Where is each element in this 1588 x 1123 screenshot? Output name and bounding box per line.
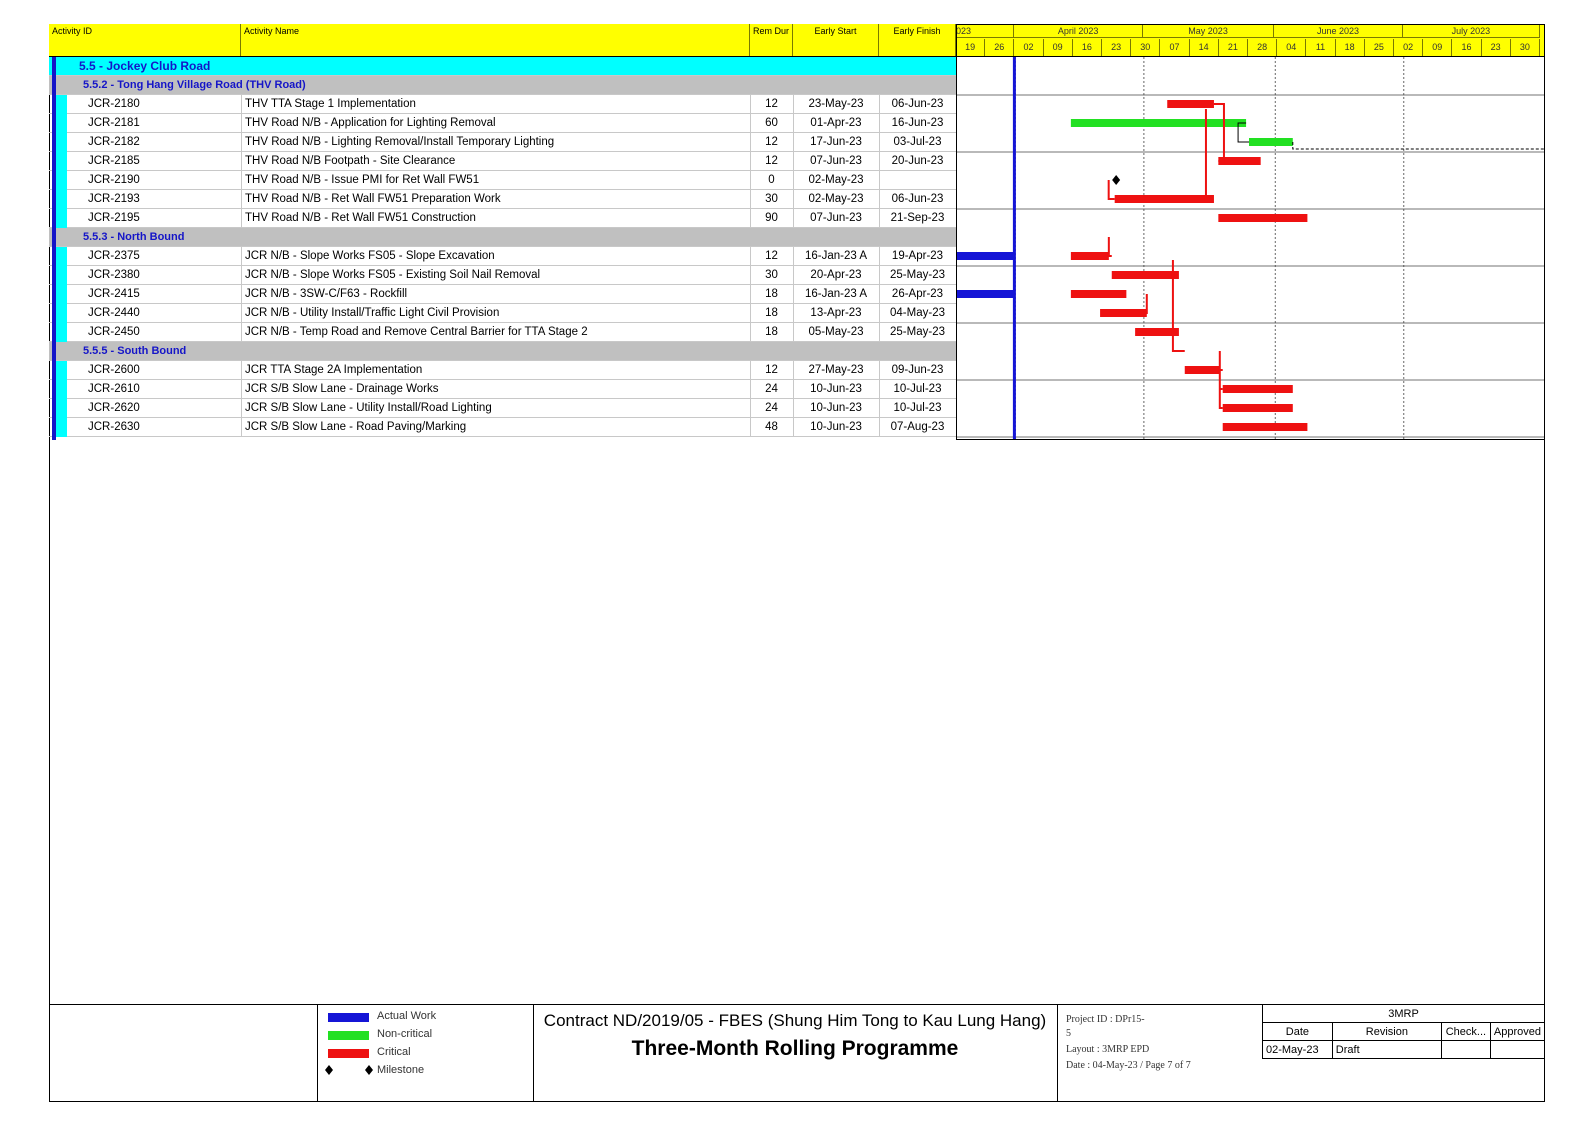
column-divider [879, 380, 880, 399]
project-id-cont: 5 [1066, 1028, 1071, 1039]
early-start: 16-Jan-23 A [804, 250, 867, 262]
rem-dur: 90 [765, 212, 778, 224]
table-row[interactable] [49, 304, 956, 323]
activity-id: JCR-2600 [88, 364, 140, 376]
indent-band [56, 95, 67, 114]
table-row[interactable] [49, 285, 956, 304]
critical-bar [1185, 366, 1220, 374]
actual-work-bar [957, 252, 1014, 260]
activity-name: THV Road N/B - Application for Lighting Removal [245, 117, 496, 129]
timeline-week: 14 [1190, 39, 1219, 56]
timeline-week: 11 [1306, 39, 1335, 56]
activity-name: JCR S/B Slow Lane - Road Paving/Marking [245, 421, 467, 433]
column-divider [241, 380, 242, 399]
wbs-row[interactable] [49, 342, 956, 361]
activity-name: THV Road N/B - Ret Wall FW51 Construction [245, 212, 476, 224]
column-divider [879, 171, 880, 190]
column-divider [793, 95, 794, 114]
activity-name: JCR S/B Slow Lane - Drainage Works [245, 383, 439, 395]
indent-band [56, 418, 67, 437]
activity-id: JCR-2181 [88, 117, 140, 129]
column-divider [793, 266, 794, 285]
column-divider [793, 209, 794, 228]
noncritical-bar [1249, 138, 1293, 146]
column-divider [793, 285, 794, 304]
indent-band [56, 380, 67, 399]
column-divider [241, 209, 242, 228]
activity-id: JCR-2190 [88, 174, 140, 186]
wbs-row[interactable] [49, 228, 956, 247]
relationship-line [1220, 351, 1223, 408]
rem-dur: 30 [765, 269, 778, 281]
column-divider [241, 266, 242, 285]
column-divider [750, 152, 751, 171]
column-divider [879, 209, 880, 228]
rem-dur: 24 [765, 402, 778, 414]
column-divider [241, 247, 242, 266]
legend-critical-label: Critical [377, 1046, 411, 1058]
early-start: 07-Jun-23 [810, 155, 862, 167]
relationship-line [1214, 104, 1224, 161]
wbs-label: 5.5 - Jockey Club Road [79, 59, 211, 73]
column-divider [750, 133, 751, 152]
column-divider [879, 133, 880, 152]
early-start: 16-Jan-23 A [804, 288, 867, 300]
column-divider [241, 304, 242, 323]
column-divider [750, 323, 751, 342]
column-divider [750, 380, 751, 399]
column-divider [750, 209, 751, 228]
rem-dur: 12 [765, 98, 778, 110]
activity-name: JCR N/B - Slope Works FS05 - Existing Soil Nail Removal [245, 269, 541, 281]
activity-id: JCR-2450 [88, 326, 140, 338]
relationship-line [1109, 180, 1115, 199]
rev-check [1441, 1041, 1490, 1059]
rem-dur: 12 [765, 250, 778, 262]
legend-noncritical-label: Non-critical [377, 1028, 433, 1040]
activity-name: THV Road N/B - Ret Wall FW51 Preparation Work [245, 193, 501, 205]
activity-id: JCR-2180 [88, 98, 140, 110]
column-divider [879, 361, 880, 380]
timeline-month: May 2023 [1143, 24, 1274, 38]
activity-id: JCR-2630 [88, 421, 140, 433]
print-date: Date : 04-May-23 / Page 7 of 7 [1066, 1060, 1191, 1071]
column-divider [879, 95, 880, 114]
milestone-marker [1112, 175, 1120, 185]
column-divider [241, 361, 242, 380]
timeline-week: 07 [1160, 39, 1189, 56]
table-row[interactable] [49, 247, 956, 266]
timeline-week: 02 [1014, 39, 1043, 56]
activity-id: JCR-2440 [88, 307, 140, 319]
column-divider [879, 190, 880, 209]
rev-revision: Draft [1332, 1041, 1441, 1059]
indent-band [56, 152, 67, 171]
rem-dur: 60 [765, 117, 778, 129]
rev-header-date: Date [1263, 1023, 1333, 1041]
column-divider [241, 323, 242, 342]
activity-id: JCR-2375 [88, 250, 140, 262]
column-divider [793, 304, 794, 323]
wbs-label: 5.5.3 - North Bound [83, 231, 185, 243]
column-divider [750, 399, 751, 418]
layout-name: Layout : 3MRP EPD [1066, 1044, 1150, 1055]
column-divider [793, 114, 794, 133]
early-finish: 10-Jul-23 [893, 402, 942, 414]
gantt-canvas [957, 25, 1544, 439]
column-divider [879, 399, 880, 418]
table-row[interactable] [49, 266, 956, 285]
rev-header-approved: Approved [1490, 1023, 1544, 1041]
column-divider [241, 114, 242, 133]
activity-id: JCR-2415 [88, 288, 140, 300]
wbs-label: 5.5.2 - Tong Hang Village Road (THV Road) [83, 79, 306, 91]
column-divider [750, 266, 751, 285]
timeline-week: 09 [1423, 39, 1452, 56]
activity-name: THV TTA Stage 1 Implementation [245, 98, 416, 110]
activity-name: JCR N/B - Temp Road and Remove Central Barrier for TTA Stage 2 [245, 326, 588, 338]
rem-dur: 48 [765, 421, 778, 433]
table-row[interactable] [49, 133, 956, 152]
timeline-week: 23 [1482, 39, 1511, 56]
table-row[interactable] [49, 171, 956, 190]
early-finish: 07-Aug-23 [890, 421, 945, 433]
rem-dur: 18 [765, 307, 778, 319]
relationship-line [1293, 142, 1544, 149]
rem-dur: 24 [765, 383, 778, 395]
rem-dur: 0 [768, 174, 775, 186]
indent-band [56, 209, 67, 228]
table-row[interactable] [49, 418, 956, 437]
critical-bar [1223, 385, 1293, 393]
col-activity-name[interactable]: Activity Name [241, 24, 750, 56]
column-divider [750, 190, 751, 209]
col-early-start[interactable]: Early Start [793, 24, 879, 56]
early-start: 10-Jun-23 [810, 402, 862, 414]
column-divider [793, 361, 794, 380]
early-start: 13-Apr-23 [810, 307, 862, 319]
early-finish: 04-May-23 [890, 307, 945, 319]
legend-milestone-label: Milestone [377, 1064, 425, 1076]
column-divider [241, 285, 242, 304]
early-finish: 19-Apr-23 [891, 250, 944, 262]
timeline-week: 04 [1277, 39, 1306, 56]
column-divider [750, 285, 751, 304]
early-finish: 20-Jun-23 [891, 155, 944, 167]
activity-name: JCR N/B - Slope Works FS05 - Slope Excavation [245, 250, 495, 262]
column-divider [241, 152, 242, 171]
early-finish: 16-Jun-23 [891, 117, 944, 129]
wbs-row[interactable] [49, 57, 956, 76]
column-divider [793, 247, 794, 266]
indent-band [56, 399, 67, 418]
legend-actual-label: Actual Work [377, 1010, 437, 1022]
table-row[interactable] [49, 380, 956, 399]
early-start: 23-May-23 [808, 98, 864, 110]
early-start: 07-Jun-23 [810, 212, 862, 224]
column-divider [750, 247, 751, 266]
column-divider [241, 418, 242, 437]
timeline-month: June 2023 [1274, 24, 1402, 38]
gantt-chart [956, 24, 1545, 440]
column-divider [879, 266, 880, 285]
rem-dur: 30 [765, 193, 778, 205]
activity-name: JCR S/B Slow Lane - Utility Install/Road Lighting [245, 402, 492, 414]
legend-noncritical-swatch [328, 1031, 369, 1040]
activity-id: JCR-2610 [88, 383, 140, 395]
indent-band [56, 361, 67, 380]
activity-id: JCR-2620 [88, 402, 140, 414]
rev-header-revision: Revision [1332, 1023, 1441, 1041]
indent-band [56, 285, 67, 304]
early-finish: 10-Jul-23 [893, 383, 942, 395]
rev-date: 02-May-23 [1263, 1041, 1333, 1059]
column-divider [241, 171, 242, 190]
indent-band [56, 304, 67, 323]
critical-bar [1115, 195, 1214, 203]
timeline-week: 30 [1511, 39, 1540, 56]
indent-band [56, 266, 67, 285]
noncritical-bar [1071, 119, 1246, 127]
column-divider [793, 380, 794, 399]
table-row[interactable] [49, 114, 956, 133]
indent-band [56, 190, 67, 209]
rem-dur: 18 [765, 288, 778, 300]
timeline-month: April 2023 [1014, 24, 1142, 38]
programme-title: Three-Month Rolling Programme [631, 1037, 959, 1060]
rev-approved [1490, 1041, 1544, 1059]
column-divider [750, 418, 751, 437]
timeline-week: 18 [1336, 39, 1365, 56]
critical-bar [1071, 252, 1109, 260]
column-divider [793, 399, 794, 418]
column-divider [241, 133, 242, 152]
contract-title: Contract ND/2019/05 - FBES (Shung Him Tong to Kau Lung Hang) [543, 1011, 1047, 1030]
early-start: 02-May-23 [808, 174, 864, 186]
legend-critical-swatch [328, 1049, 369, 1058]
column-divider [879, 285, 880, 304]
early-start: 05-May-23 [808, 326, 864, 338]
early-finish: 03-Jul-23 [893, 136, 942, 148]
early-finish: 26-Apr-23 [891, 288, 944, 300]
table-row[interactable] [49, 209, 956, 228]
column-divider [793, 152, 794, 171]
revision-code: 3MRP [1263, 1005, 1545, 1023]
table-row[interactable] [49, 361, 956, 380]
col-rem-dur[interactable]: Rem Dur [750, 24, 793, 56]
rem-dur: 12 [765, 136, 778, 148]
column-divider [750, 361, 751, 380]
early-finish: 06-Jun-23 [891, 193, 944, 205]
column-divider [793, 133, 794, 152]
timeline-week: 30 [1131, 39, 1160, 56]
wbs-label: 5.5.5 - South Bound [83, 345, 187, 357]
early-start: 10-Jun-23 [810, 383, 862, 395]
revision-table [1262, 1004, 1545, 1059]
timeline-week: 09 [1044, 39, 1073, 56]
indent-band [56, 114, 67, 133]
activity-id: JCR-2380 [88, 269, 140, 281]
activity-id: JCR-2182 [88, 136, 140, 148]
column-divider [750, 95, 751, 114]
critical-bar [1167, 100, 1214, 108]
early-start: 01-Apr-23 [810, 117, 862, 129]
column-divider [879, 304, 880, 323]
early-finish: 09-Jun-23 [891, 364, 944, 376]
timeline-week: 19 [956, 39, 985, 56]
early-start: 02-May-23 [808, 193, 864, 205]
column-divider [793, 323, 794, 342]
activity-name: THV Road N/B Footpath - Site Clearance [245, 155, 456, 167]
timeline-week: 16 [1073, 39, 1102, 56]
rev-header-check: Check... [1441, 1023, 1490, 1041]
timeline-week: 16 [1452, 39, 1481, 56]
column-divider [793, 171, 794, 190]
early-start: 27-May-23 [808, 364, 864, 376]
table-row[interactable] [49, 190, 956, 209]
column-divider [879, 114, 880, 133]
early-finish: 25-May-23 [890, 326, 945, 338]
indent-band [56, 133, 67, 152]
legend-actual-swatch [328, 1013, 369, 1022]
timeline-month: July 2023 [1403, 24, 1540, 38]
early-start: 10-Jun-23 [810, 421, 862, 433]
table-row[interactable] [49, 152, 956, 171]
critical-bar [1223, 423, 1308, 431]
critical-bar [1218, 214, 1307, 222]
early-finish: 25-May-23 [890, 269, 945, 281]
early-finish: 21-Sep-23 [890, 212, 945, 224]
activity-name: JCR N/B - Utility Install/Traffic Light Civil Provision [245, 307, 500, 319]
activity-name: THV Road N/B - Lighting Removal/Install Temporary Lighting [245, 136, 555, 148]
activity-name: JCR N/B - 3SW-C/F63 - Rockfill [245, 288, 408, 300]
table-row[interactable] [49, 95, 956, 114]
column-divider [241, 190, 242, 209]
timeline-week: 26 [985, 39, 1014, 56]
timeline-week: 28 [1248, 39, 1277, 56]
activity-id: JCR-2193 [88, 193, 140, 205]
timeline-week: 21 [1219, 39, 1248, 56]
col-activity-id[interactable]: Activity ID [49, 24, 241, 56]
project-id: Project ID : DPr15- [1066, 1014, 1145, 1025]
column-divider [879, 152, 880, 171]
col-early-finish[interactable]: Early Finish [879, 24, 956, 56]
column-divider [793, 418, 794, 437]
rem-dur: 12 [765, 155, 778, 167]
activity-id: JCR-2185 [88, 155, 140, 167]
critical-bar [1071, 290, 1126, 298]
critical-bar [1112, 271, 1179, 279]
legend-milestone-icon [324, 1064, 376, 1076]
table-row[interactable] [49, 399, 956, 418]
column-divider [879, 323, 880, 342]
relationship-line [1109, 237, 1112, 256]
early-start: 20-Apr-23 [810, 269, 862, 281]
column-divider [241, 399, 242, 418]
critical-bar [1223, 404, 1293, 412]
early-finish: 06-Jun-23 [891, 98, 944, 110]
early-start: 17-Jun-23 [810, 136, 862, 148]
timeline-week: 25 [1365, 39, 1394, 56]
wbs-level-bar [52, 57, 56, 440]
timeline-month: 023 [956, 24, 1014, 38]
column-divider [750, 171, 751, 190]
column-divider [879, 418, 880, 437]
column-divider [750, 114, 751, 133]
column-divider [241, 95, 242, 114]
early-finish [879, 171, 956, 189]
activity-id: JCR-2195 [88, 212, 140, 224]
table-row[interactable] [49, 323, 956, 342]
timeline-week: 23 [1102, 39, 1131, 56]
column-divider [793, 190, 794, 209]
activity-name: JCR TTA Stage 2A Implementation [245, 364, 423, 376]
indent-band [56, 171, 67, 190]
activity-name: THV Road N/B - Issue PMI for Ret Wall FW51 [245, 174, 480, 186]
rem-dur: 12 [765, 364, 778, 376]
table-header [49, 24, 956, 57]
actual-work-bar [957, 290, 1014, 298]
indent-band [56, 247, 67, 266]
indent-band [56, 323, 67, 342]
column-divider [750, 304, 751, 323]
wbs-row[interactable] [49, 76, 956, 95]
rem-dur: 18 [765, 326, 778, 338]
timeline-week: 02 [1394, 39, 1423, 56]
column-divider [879, 247, 880, 266]
